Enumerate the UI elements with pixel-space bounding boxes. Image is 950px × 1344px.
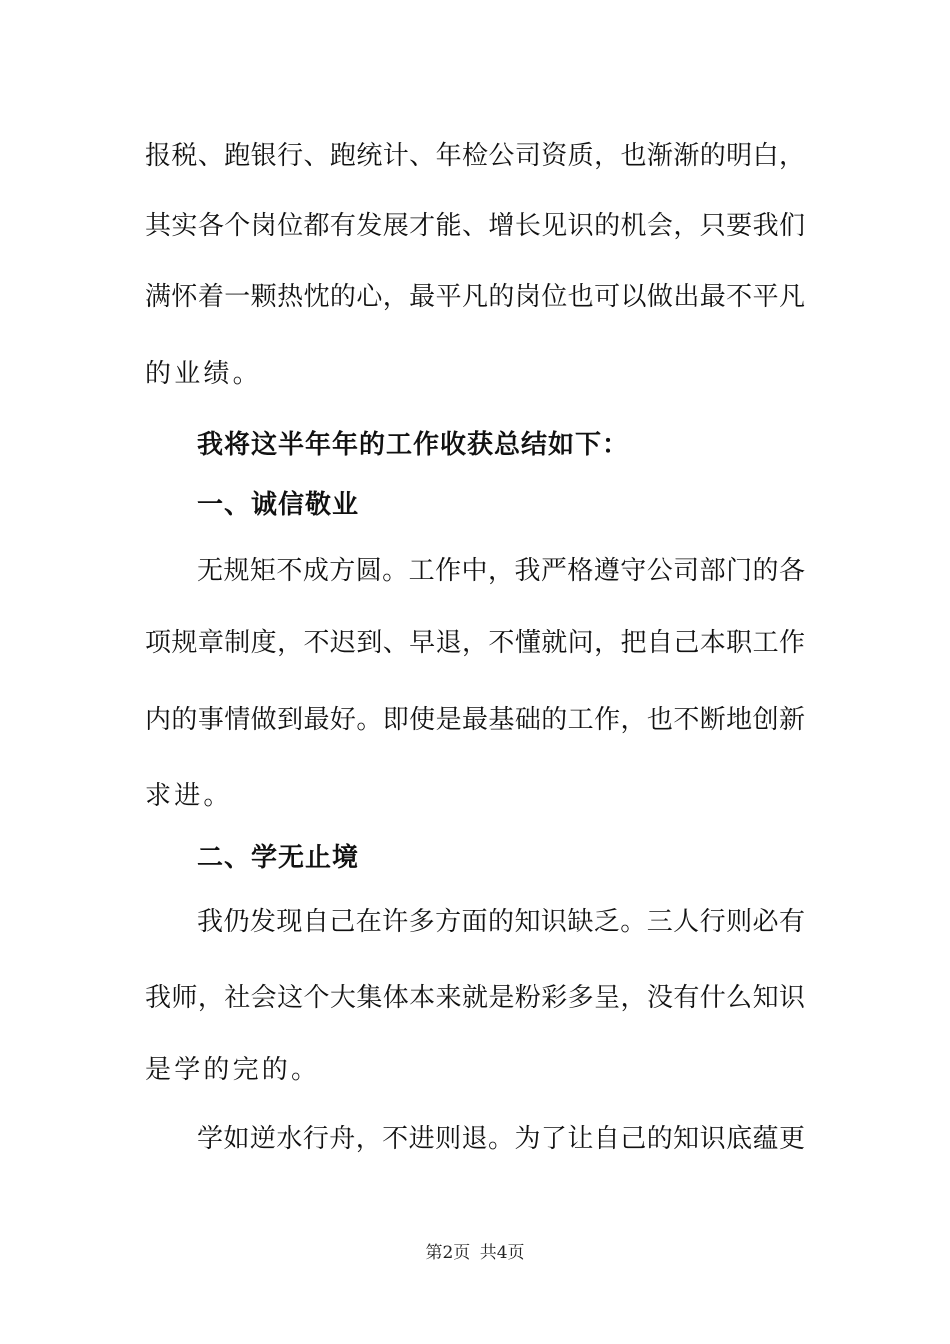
page-number-footer: 第2页 共4页 xyxy=(425,1243,525,1263)
section-1-line-1: 无规矩不成方圆。工作中，我严格遵守公司部门的各 xyxy=(197,556,805,586)
section-2-line-2: 我师，社会这个大集体本来就是粉彩多呈，没有什么知识 xyxy=(145,983,805,1013)
summary-intro-heading: 我将这半年年的工作收获总结如下： xyxy=(197,430,630,460)
section-1-line-2: 项规章制度，不迟到、早退，不懂就问，把自己本职工作 xyxy=(145,628,805,658)
section-1-line-4: 求进。 xyxy=(145,781,233,811)
paragraph-1-line-2: 其实各个岗位都有发展才能、增长见识的机会，只要我们 xyxy=(145,211,805,241)
section-2-line-1: 我仍发现自己在许多方面的知识缺乏。三人行则必有 xyxy=(197,907,805,937)
paragraph-1-line-4: 的业绩。 xyxy=(145,359,262,389)
section-heading-2: 二、学无止境 xyxy=(197,843,360,873)
section-heading-1: 一、诚信敬业 xyxy=(197,490,360,520)
paragraph-1-line-3: 满怀着一颗热忱的心，最平凡的岗位也可以做出最不平凡 xyxy=(145,282,805,312)
section-1-line-3: 内的事情做到最好。即使是最基础的工作，也不断地创新 xyxy=(145,705,805,735)
paragraph-1-line-1: 报税、跑银行、跑统计、年检公司资质，也渐渐的明白， xyxy=(145,141,805,171)
section-2-line-3: 是学的完的。 xyxy=(145,1055,321,1085)
section-2b-line-1: 学如逆水行舟，不进则退。为了让自己的知识底蕴更 xyxy=(197,1124,805,1154)
